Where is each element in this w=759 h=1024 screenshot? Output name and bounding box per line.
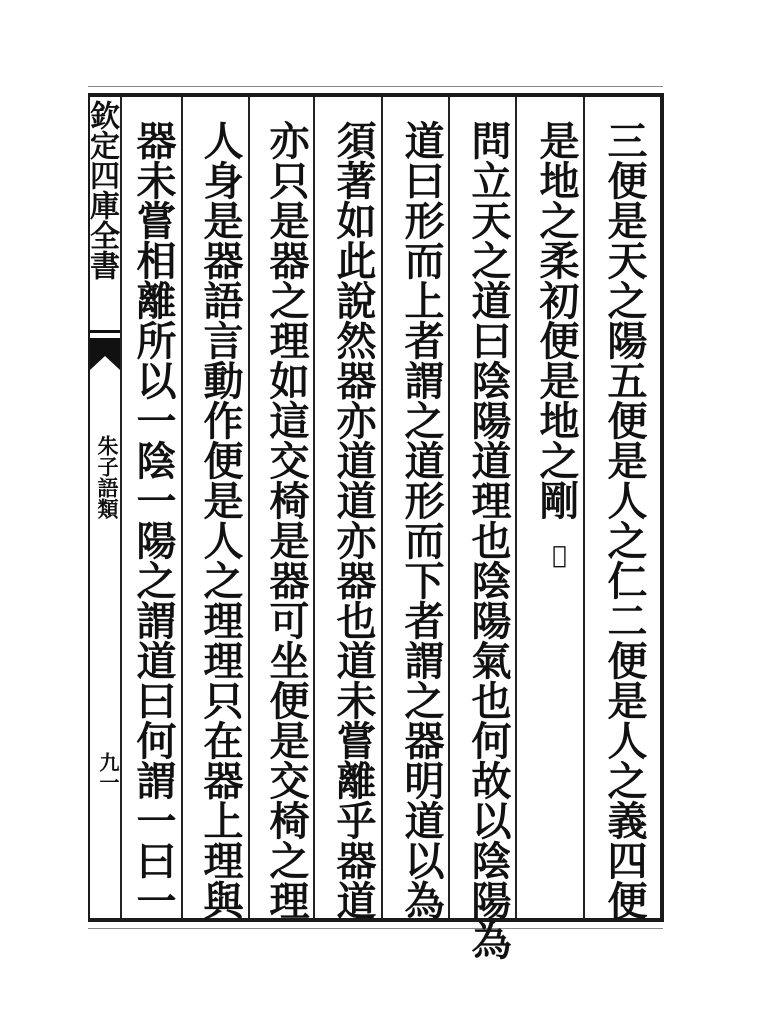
text-column-3: 問立天之道曰陰陽道理也陰陽氣也何故以陰陽為 [465,120,512,960]
text-column-1: 三便是天之陽五便是人之仁二便是人之義四便 [601,120,648,920]
column-rule [448,97,450,918]
column-rule [381,97,383,918]
text-column-2: 是地之柔初便是地之剛 [533,120,580,520]
frame-right-rule [660,93,664,922]
text-column-4: 道曰形而上者謂之道形而下者謂之器明道以為 [398,120,445,920]
column-rule [120,97,122,918]
text-column-8: 器未嘗相離所以一陰一陽之謂道曰何謂一曰一 [130,120,177,920]
text-column-2-note: 𧨕 [545,540,574,569]
text-column-7: 人身是器語言動作便是人之理理只在器上理與 [197,120,244,920]
column-rule [313,97,315,918]
margin-title: 欽定四庫全書 [84,100,119,280]
text-column-6: 亦只是器之理如這交椅是器可坐便是交椅之理 [263,120,310,920]
column-rule [583,97,585,918]
column-rule [515,97,517,918]
margin-page-number: 九一 [96,752,120,792]
frame-top-thin-rule [88,86,663,87]
fish-tail-icon [90,330,120,372]
column-rule [248,97,250,918]
frame-bottom-thin-rule [88,928,663,929]
text-column-5: 須著如此說然器亦道道亦器也道未嘗離乎器道 [330,120,377,920]
margin-book-title: 朱子語類 [95,435,120,519]
column-rule [181,97,183,918]
frame-top-rule [88,93,663,97]
